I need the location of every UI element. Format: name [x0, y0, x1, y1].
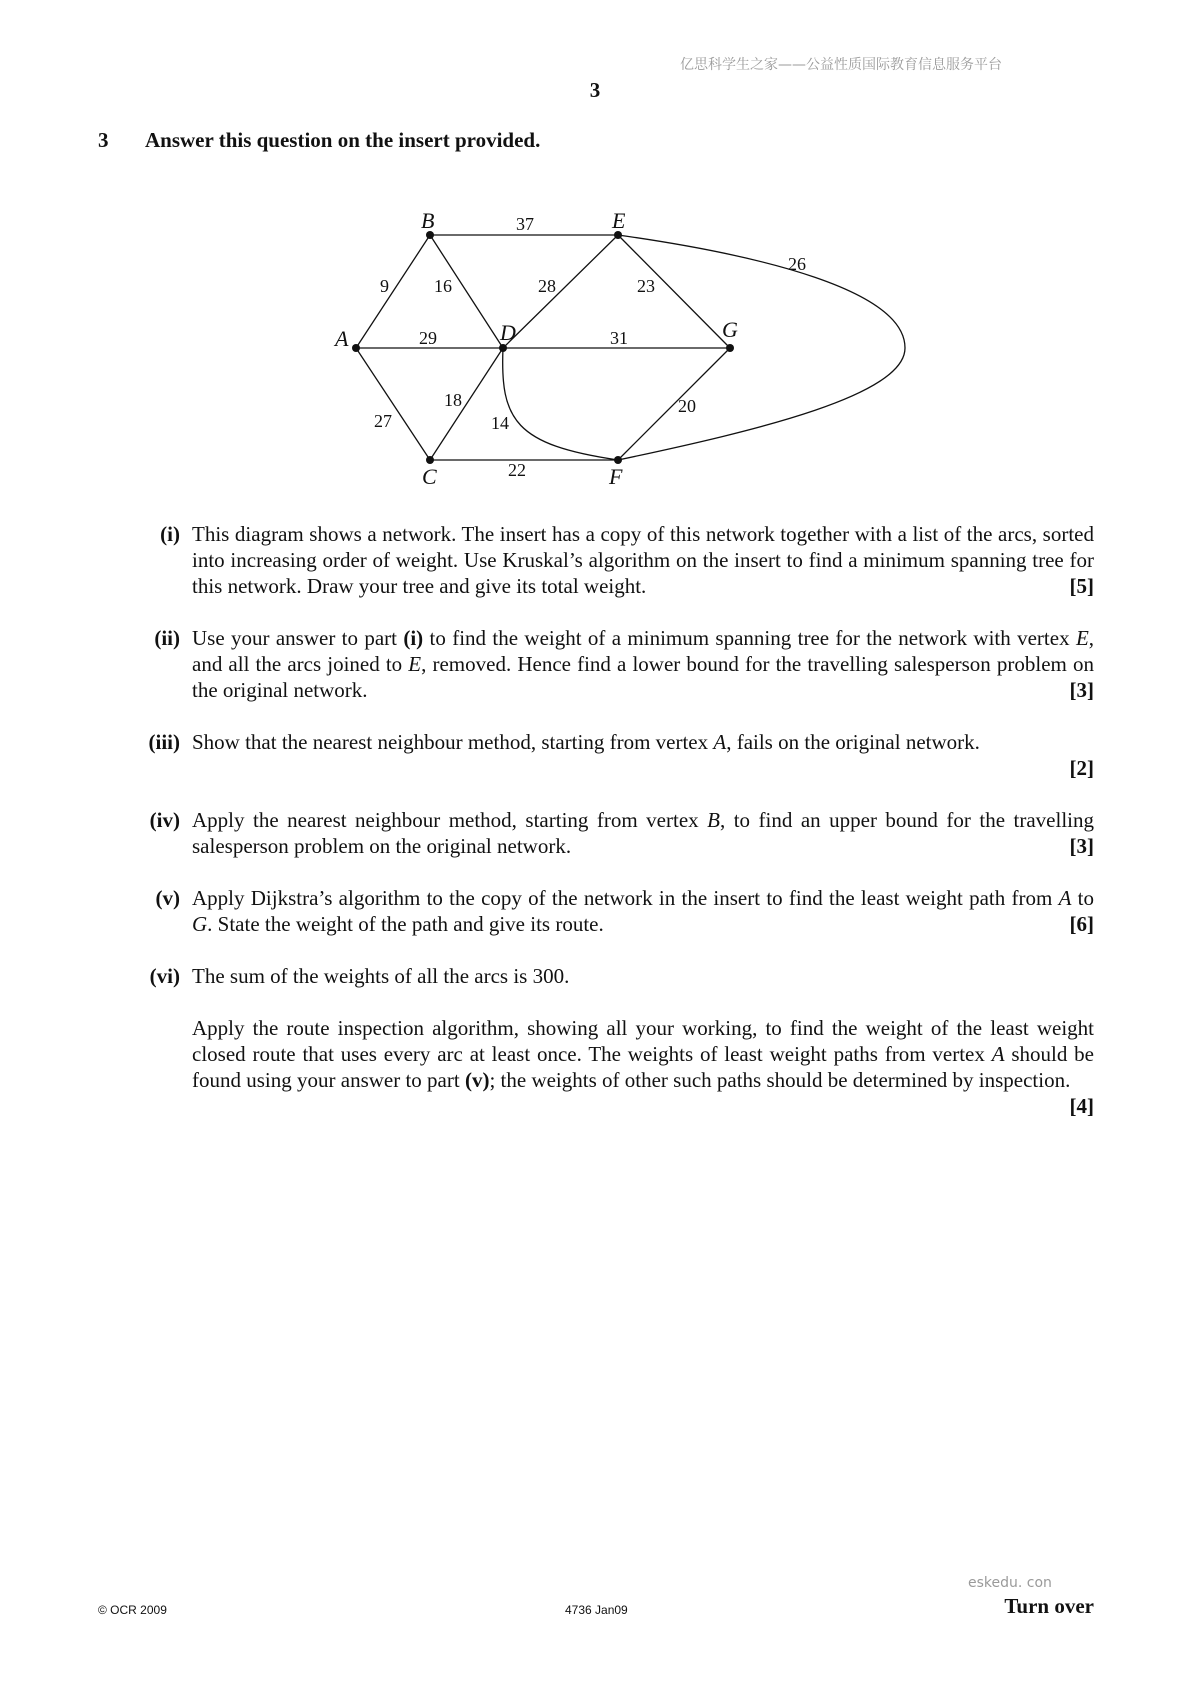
page-number: 3	[589, 78, 601, 102]
part-vi-vertex-a: A	[991, 1042, 1005, 1066]
weight-d-g: 31	[610, 328, 628, 348]
weight-d-e: 28	[538, 276, 556, 296]
part-iii-text-2: , fails on the original network.	[726, 730, 980, 754]
vertex-g	[726, 344, 734, 352]
part-iv-vertex-b: B	[707, 808, 720, 832]
part-i-text: This diagram shows a network. The insert has a copy of this network together with a list of the arcs, sorted into increasing order of weight. Use Kruskal’s algorithm on the insert to find a minimum spanning tree for this network. Draw your tree and give its total weight.	[192, 522, 1094, 598]
vertex-f	[614, 456, 622, 464]
part-iv	[140, 807, 1094, 859]
vertex-label-a: A	[335, 326, 349, 351]
weight-e-f: 26	[788, 254, 806, 274]
part-vi-marks: [4]	[1069, 1094, 1094, 1118]
weight-a-c: 27	[374, 411, 392, 431]
part-iv-text: Apply the nearest neighbour method, starting from vertex	[192, 808, 708, 832]
vertex-label-b: B	[421, 208, 435, 233]
weight-a-d: 29	[419, 328, 437, 348]
part-v-text-3: . State the weight of the path and give its route.	[207, 912, 604, 936]
part-ii-ref: (i)	[403, 626, 424, 650]
arc-e-g	[618, 235, 730, 348]
vertex-label-c: C	[422, 464, 437, 489]
part-ii	[140, 625, 1094, 703]
part-ii-label: (ii)	[154, 626, 180, 650]
weight-a-b: 9	[380, 276, 389, 296]
part-v-text: Apply Dijkstra’s algorithm to the copy of the network in the insert to find the least weight path from	[192, 886, 1059, 910]
weight-b-e: 37	[516, 214, 534, 234]
arc-a-c	[356, 348, 430, 460]
turn-over: Turn over	[1004, 1594, 1094, 1618]
weight-e-g: 23	[637, 276, 655, 296]
part-iv-label: (iv)	[149, 808, 180, 832]
arc-g-f	[618, 348, 730, 460]
arc-d-e	[503, 235, 618, 348]
part-vi-label: (vi)	[149, 964, 180, 988]
part-i-marks: [5]	[1069, 574, 1094, 598]
question-heading: Answer this question on the insert provided.	[145, 128, 541, 152]
weight-c-f: 22	[508, 460, 526, 480]
part-vi-text-2: should be found using your answer to part	[192, 1042, 1094, 1092]
part-v-vertex-g: G	[192, 912, 208, 936]
weight-g-f: 20	[678, 396, 696, 416]
vertex-c	[426, 456, 434, 464]
watermark-header: 亿思科学生之家——公益性质国际教育信息服务平台	[680, 57, 1002, 73]
vertex-label-f: F	[609, 464, 623, 489]
part-ii-text-2: to find the weight of a minimum spanning tree for the network with vertex	[423, 626, 1076, 650]
part-iii-text: Show that the nearest neighbour method, starting from vertex	[192, 730, 714, 754]
part-iii	[140, 729, 1094, 781]
part-v-vertex-a: A	[1058, 886, 1072, 910]
part-ii-text: Use your answer to part	[192, 626, 404, 650]
question-number: 3	[98, 128, 109, 152]
part-vi	[140, 963, 1094, 1119]
paper-code: 4736 Jan09	[565, 1603, 628, 1617]
part-iv-text-2: , to find an upper bound for the travelling salesperson problem on the original network.	[192, 808, 1094, 858]
part-vi-ref: (v)	[464, 1068, 490, 1092]
weight-d-f: 14	[491, 413, 509, 433]
arc-c-d	[430, 348, 503, 460]
part-vi-intro: The sum of the weights of all the arcs is 300.	[192, 964, 570, 988]
part-ii-text-3: , and all the arcs joined to	[192, 626, 1095, 676]
part-iv-marks: [3]	[1069, 834, 1094, 858]
weight-c-d: 18	[444, 390, 462, 410]
part-v-label: (v)	[155, 886, 180, 910]
part-iii-vertex-a: A	[713, 730, 727, 754]
part-vi-text-3: ; the weights of other such paths should be determined by inspection.	[489, 1068, 1071, 1092]
copyright: © OCR 2009	[98, 1603, 167, 1617]
part-i-label: (i)	[160, 522, 180, 546]
part-v-marks: [6]	[1069, 912, 1094, 936]
vertex-d	[499, 344, 507, 352]
part-ii-vertex-e: E	[1075, 626, 1089, 650]
weight-b-d: 16	[434, 276, 452, 296]
part-ii-vertex-e-2: E	[408, 652, 422, 676]
part-v-text-2: to	[1071, 886, 1094, 910]
part-i	[140, 521, 1094, 599]
vertex-label-d: D	[500, 320, 516, 345]
part-ii-marks: [3]	[1069, 678, 1094, 702]
part-ii-text-4: , removed. Hence find a lower bound for the travelling salesperson problem on the original network.	[192, 652, 1094, 702]
part-iii-marks: [2]	[1069, 756, 1094, 780]
network-diagram	[0, 0, 1190, 500]
vertex-label-e: E	[612, 208, 626, 233]
vertex-label-g: G	[722, 317, 738, 342]
arc-d-f	[503, 348, 618, 460]
watermark-footer: eskedu. con	[968, 1575, 1052, 1591]
part-v	[140, 885, 1094, 937]
part-iii-label: (iii)	[148, 730, 180, 754]
vertex-a	[352, 344, 360, 352]
part-vi-text: Apply the route inspection algorithm, showing all your working, to find the weight of the least weight closed route that uses every arc at least once. The weights of least weight paths from vertex	[192, 1016, 1094, 1066]
